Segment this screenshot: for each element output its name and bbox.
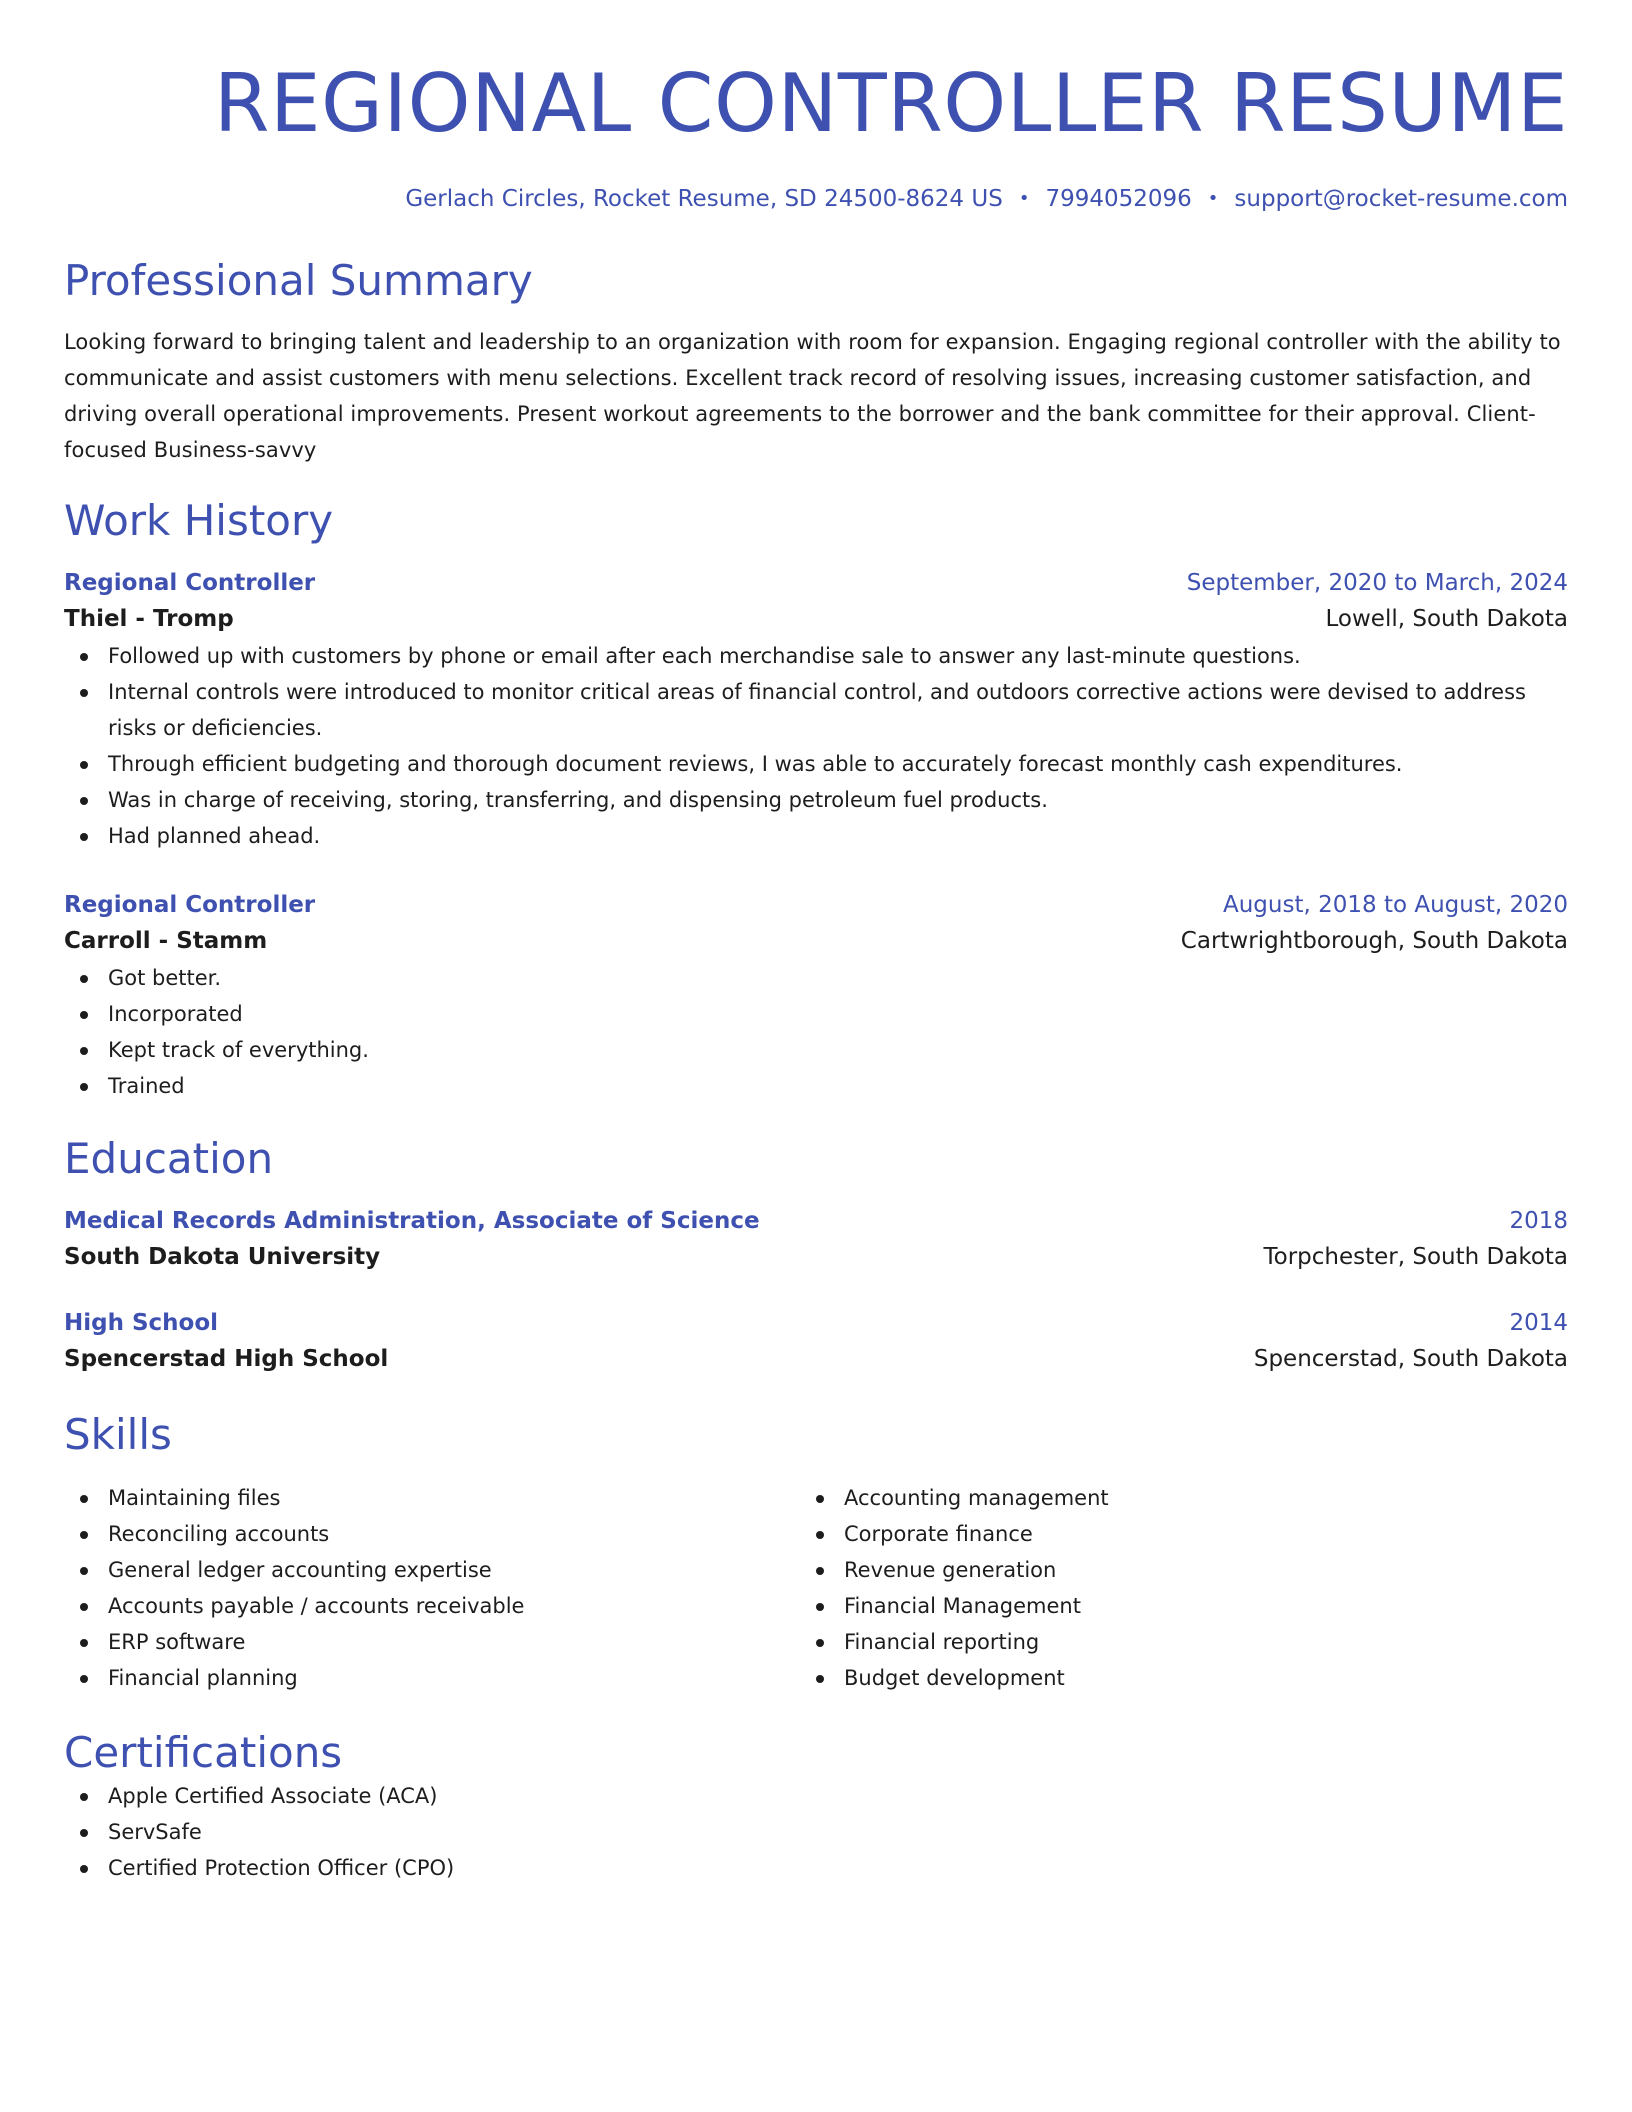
contact-phone: 7994052096 [1045,186,1192,212]
skill-item: Financial planning [64,1660,800,1696]
skills-list [800,1480,1536,1696]
education-location: Spencerstad, South Dakota [1253,1346,1568,1372]
education-year: 2014 [1509,1310,1568,1336]
education-entry [64,1306,1568,1378]
skills-grid [64,1480,1568,1696]
education-header-row [64,1204,1568,1238]
section-heading-skills: Skills [64,1410,172,1459]
job-bullet: Trained [64,1068,1568,1104]
job-bullets [64,638,1568,854]
job-company: Carroll - Stamm [64,928,268,954]
skill-item: Revenue generation [800,1552,1536,1588]
skill-item: General ledger accounting expertise [64,1552,800,1588]
education-school: South Dakota University [64,1244,381,1270]
certification-item: Apple Certified Associate (ACA) [64,1778,1568,1814]
job-role: Regional Controller [64,892,316,918]
skills-list [64,1480,800,1696]
education-degree: Medical Records Administration, Associate of Science [64,1208,760,1234]
job-location: Lowell, South Dakota [1325,606,1568,632]
education-year: 2018 [1509,1208,1568,1234]
skills-column-right [800,1480,1536,1696]
education-header-row [64,1306,1568,1340]
job-entry [64,888,1568,1104]
contact-address: Gerlach Circles, Rocket Resume, SD 24500-8624 US [405,186,1003,212]
contact-separator: • [1207,188,1219,209]
job-header-row [64,566,1568,600]
section-heading-work-history: Work History [64,496,334,545]
skill-item: Corporate finance [800,1516,1536,1552]
job-bullet: Was in charge of receiving, storing, transferring, and dispensing petroleum fuel products. [64,782,1568,818]
job-dates: September, 2020 to March, 2024 [1186,570,1568,596]
job-company-row [64,922,1568,960]
education-location: Torpchester, South Dakota [1263,1244,1568,1270]
job-location: Cartwrightborough, South Dakota [1180,928,1568,954]
job-bullets [64,960,1568,1104]
job-bullet: Internal controls were introduced to monitor critical areas of financial control, and outdoors corrective actions were devised to address risks or deficiencies. [64,674,1568,746]
education-school: Spencerstad High School [64,1346,389,1372]
job-entry [64,566,1568,854]
job-bullet: Through efficient budgeting and thorough document reviews, I was able to accurately forecast monthly cash expenditures. [64,746,1568,782]
education-school-row [64,1238,1568,1276]
job-bullet: Kept track of everything. [64,1032,1568,1068]
skill-item: Financial Management [800,1588,1536,1624]
job-bullet: Incorporated [64,996,1568,1032]
job-bullet: Had planned ahead. [64,818,1568,854]
certification-item: ServSafe [64,1814,1568,1850]
summary-text: Looking forward to bringing talent and leadership to an organization with room for expansion. Engaging regional controller with the ability to communicate and assist customers with menu selections. Excellent track record of resolving issues, increasing customer satisfaction, and driving overall operational improvements. Present workout agreements to the borrower and the bank committee for their approval. Client-focused Business-savvy [64,330,1561,462]
job-header-row [64,888,1568,922]
section-heading-certifications: Certifications [64,1728,343,1777]
section-heading-education: Education [64,1134,274,1183]
skill-item: ERP software [64,1624,800,1660]
skills-column-left [64,1480,800,1696]
education-school-row [64,1340,1568,1378]
contact-line [64,184,1568,214]
job-bullet: Followed up with customers by phone or email after each merchandise sale to answer any last-minute questions. [64,638,1568,674]
resume-title: REGIONAL CONTROLLER RESUME [213,57,1568,150]
skill-item: Maintaining files [64,1480,800,1516]
job-dates: August, 2018 to August, 2020 [1223,892,1568,918]
skill-item: Accounts payable / accounts receivable [64,1588,800,1624]
education-entry [64,1204,1568,1276]
contact-email: support@rocket-resume.com [1234,186,1568,212]
certification-item: Certified Protection Officer (CPO) [64,1850,1568,1886]
skill-item: Accounting management [800,1480,1536,1516]
job-company: Thiel - Tromp [64,606,234,632]
job-bullet: Got better. [64,960,1568,996]
job-role: Regional Controller [64,570,316,596]
skill-item: Financial reporting [800,1624,1536,1660]
education-degree: High School [64,1310,219,1336]
section-heading-summary: Professional Summary [64,256,533,305]
job-company-row [64,600,1568,638]
skill-item: Reconciling accounts [64,1516,800,1552]
skill-item: Budget development [800,1660,1536,1696]
contact-separator: • [1018,188,1030,209]
certifications-list [64,1778,1568,1886]
